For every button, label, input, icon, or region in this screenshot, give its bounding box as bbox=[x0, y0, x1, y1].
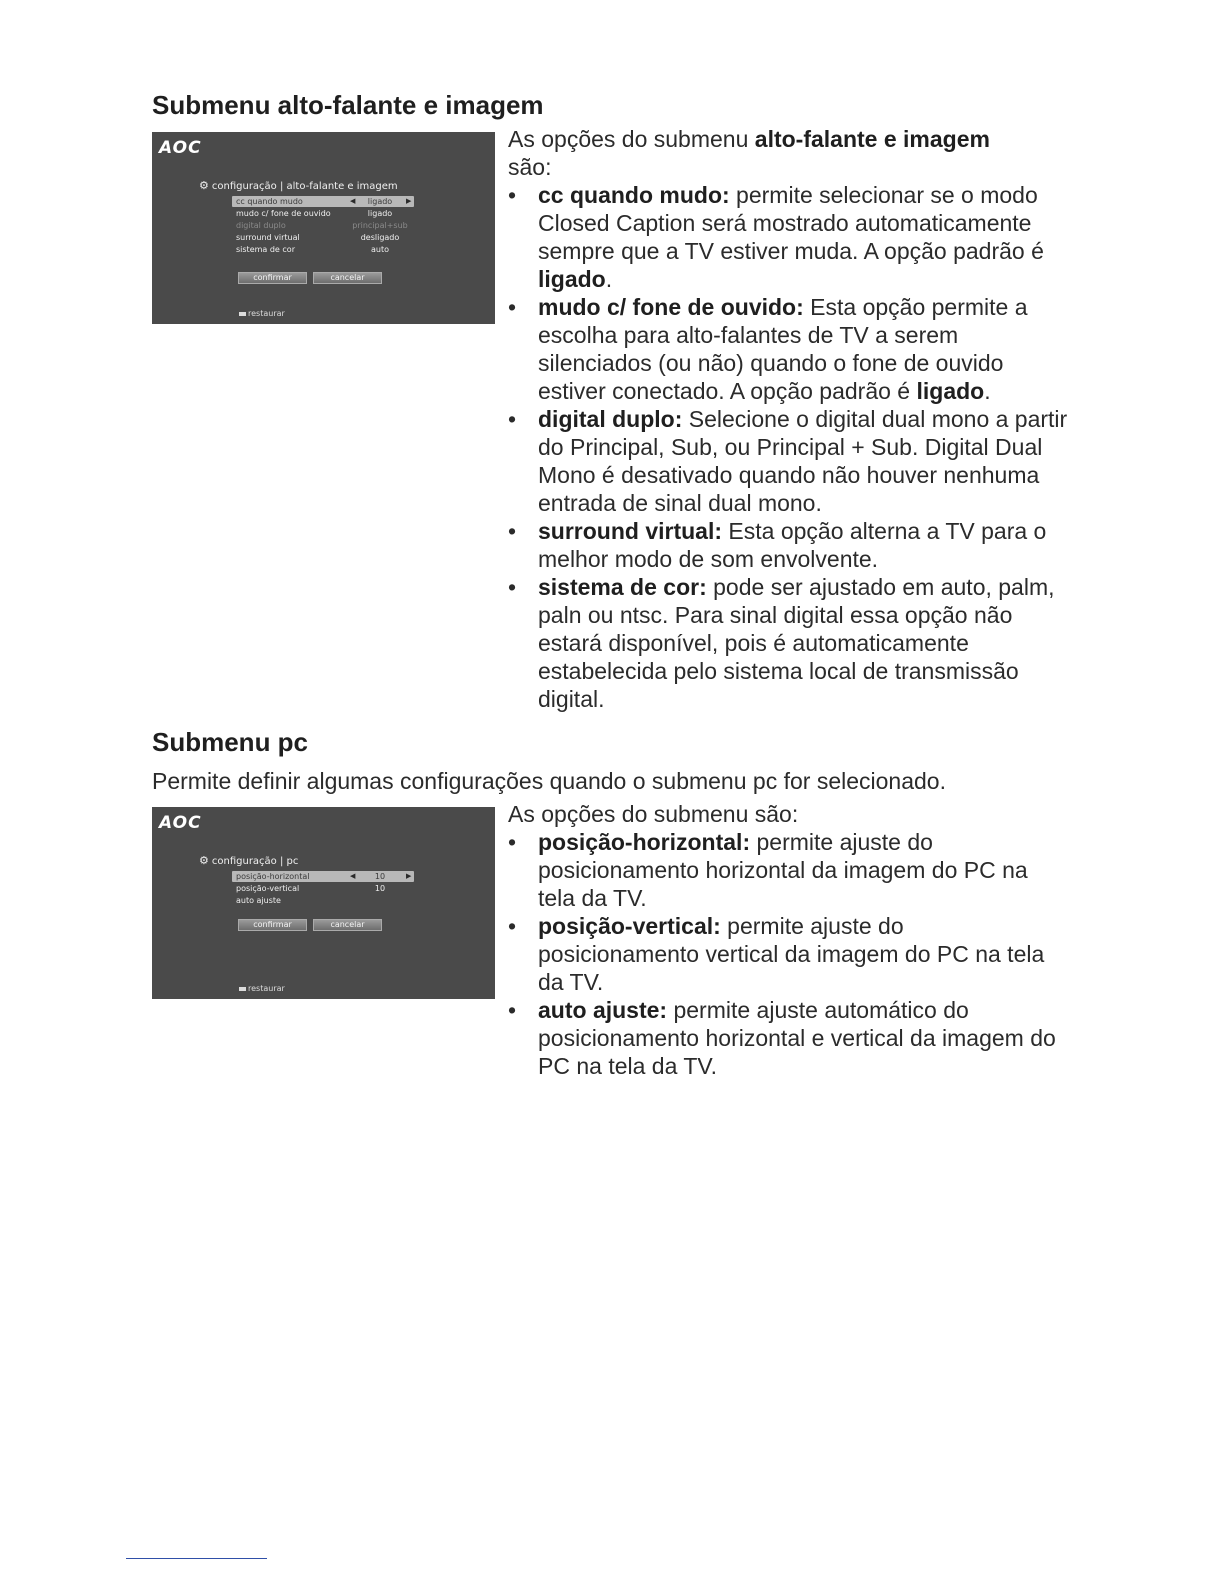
intro-paragraph: As opções do submenu alto-falante e imagem são: bbox=[508, 126, 990, 180]
menu-row-value: 10 bbox=[374, 884, 386, 893]
menu-row-surround-virtual[interactable] bbox=[232, 232, 414, 243]
menu-row-label: digital duplo bbox=[236, 221, 286, 230]
arrow-right-icon[interactable]: ▶ bbox=[406, 872, 412, 880]
menu-row-posicao-horizontal[interactable] bbox=[232, 871, 414, 882]
menu-row-sistema-de-cor[interactable] bbox=[232, 244, 414, 255]
menu-row-label: sistema de cor bbox=[236, 245, 295, 254]
menu-row-label: posição-vertical bbox=[236, 884, 300, 893]
list-item: • posição-horizontal: permite ajuste do posicionamento horizontal da imagem do PC na tela da TV. bbox=[508, 829, 1028, 911]
gear-icon: ⚙ bbox=[199, 854, 209, 867]
menu-row-label: surround virtual bbox=[236, 233, 300, 242]
menu-row-mudo-fone[interactable] bbox=[232, 208, 414, 219]
tv-menu-screenshot-pc bbox=[152, 807, 495, 999]
options-list bbox=[508, 181, 1068, 713]
options-list bbox=[508, 828, 1068, 1080]
restore-hint[interactable] bbox=[239, 984, 285, 993]
menu-row-label: cc quando mudo bbox=[236, 197, 303, 206]
footer-rule bbox=[126, 1558, 267, 1559]
menu-row-value: desligado bbox=[360, 233, 400, 242]
list-item: • auto ajuste: permite ajuste automático do posicionamento horizontal e vertical da imagem do PC na tela da TV. bbox=[508, 997, 1056, 1079]
list-item: • sistema de cor: pode ser ajustado em auto, palm, paln ou ntsc. Para sinal digital essa opção não estará disponível, pois é automaticamente estabelecida pelo sistema local de transmissão digital. bbox=[508, 574, 1055, 712]
menu-breadcrumb bbox=[199, 854, 298, 867]
section-heading-pc: Submenu pc bbox=[152, 727, 309, 757]
menu-row-value: 10 bbox=[374, 872, 386, 881]
menu-row-posicao-vertical[interactable] bbox=[232, 883, 414, 894]
restore-label: restaurar bbox=[248, 309, 285, 318]
menu-row-label: posição-horizontal bbox=[236, 872, 310, 881]
list-item: • surround virtual: Esta opção alterna a TV para o melhor modo de som envolvente. bbox=[508, 518, 1047, 572]
menu-row-value: principal+sub bbox=[352, 221, 408, 230]
keyboard-icon bbox=[239, 312, 246, 316]
menu-row-auto-ajuste[interactable] bbox=[232, 895, 414, 906]
menu-row-value: ligado bbox=[367, 209, 393, 218]
section-lead-pc: Permite definir algumas configurações quando o submenu pc for selecionado. bbox=[152, 768, 946, 794]
section1-description bbox=[508, 125, 1068, 713]
list-item: • posição-vertical: permite ajuste do posicionamento vertical da imagem do PC na tela da TV. bbox=[508, 913, 1045, 995]
restore-label: restaurar bbox=[248, 984, 285, 993]
menu-row-digital-duplo bbox=[232, 220, 414, 231]
section2-description bbox=[508, 800, 1068, 1080]
arrow-left-icon[interactable]: ◀ bbox=[350, 197, 356, 205]
confirm-button[interactable]: confirmar bbox=[238, 919, 307, 931]
intro-paragraph: As opções do submenu são: bbox=[508, 801, 799, 827]
cancel-button[interactable]: cancelar bbox=[313, 919, 382, 931]
cancel-button[interactable]: cancelar bbox=[313, 272, 382, 284]
menu-row-value: auto bbox=[370, 245, 389, 254]
arrow-left-icon[interactable]: ◀ bbox=[350, 872, 356, 880]
tv-menu-screenshot-speaker-image bbox=[152, 132, 495, 324]
menu-row-cc-quando-mudo[interactable] bbox=[232, 196, 414, 207]
aoc-logo: AOC bbox=[159, 138, 202, 158]
menu-row-label: mudo c/ fone de ouvido bbox=[236, 209, 331, 218]
aoc-logo: AOC bbox=[159, 813, 202, 833]
keyboard-icon bbox=[239, 987, 246, 991]
arrow-right-icon[interactable]: ▶ bbox=[406, 197, 412, 205]
list-item: • cc quando mudo: permite selecionar se o modo Closed Caption será mostrado automaticamente sempre que a TV estiver muda. A opção padrão é ligado. bbox=[508, 182, 1044, 292]
list-item: • mudo c/ fone de ouvido: Esta opção permite a escolha para alto-falantes de TV a serem silenciados (ou não) quando o fone de ouvido estiver conectado. A opção padrão é ligado. bbox=[508, 294, 1028, 404]
menu-row-value: ligado bbox=[367, 197, 393, 206]
list-item: • digital duplo: Selecione o digital dual mono a partir do Principal, Sub, ou Principal + Sub. Digital Dual Mono é desativado quando não houver nenhuma entrada de sinal dual mono. bbox=[508, 406, 1068, 516]
menu-row-label: auto ajuste bbox=[236, 896, 281, 905]
confirm-button[interactable]: confirmar bbox=[238, 272, 307, 284]
restore-hint[interactable] bbox=[239, 309, 285, 318]
breadcrumb-text: configuração | alto-falante e imagem bbox=[211, 181, 398, 192]
section-heading-speaker-image: Submenu alto-falante e imagem bbox=[152, 90, 544, 120]
menu-breadcrumb bbox=[199, 179, 398, 192]
breadcrumb-text: configuração | pc bbox=[211, 856, 299, 867]
gear-icon: ⚙ bbox=[199, 179, 209, 192]
